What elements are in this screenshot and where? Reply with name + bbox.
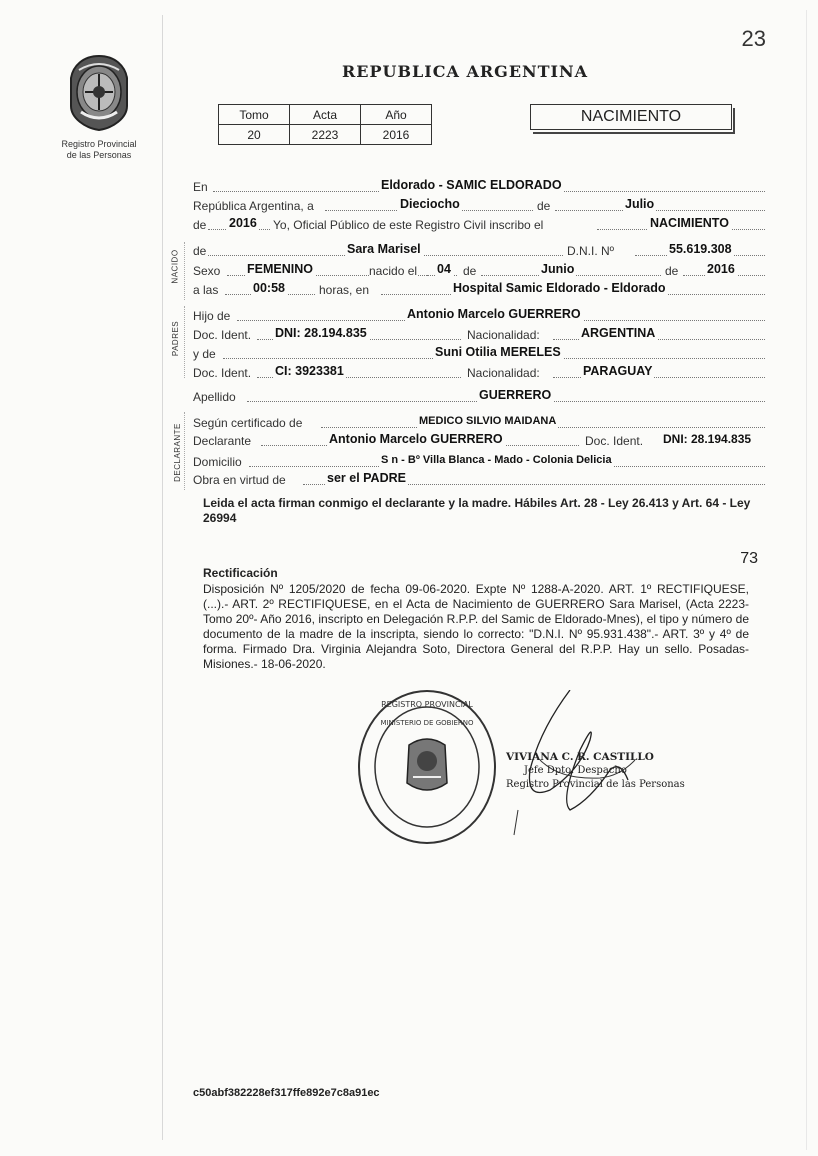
label-hijo-de: Hijo de <box>193 309 231 323</box>
value-certificado: MEDICO SILVIO MAIDANA <box>419 415 557 427</box>
value-declarante: Antonio Marcelo GUERRERO <box>329 432 503 446</box>
padres-section-rule <box>184 306 186 378</box>
label-domicilio: Domicilio <box>193 455 242 469</box>
provincial-emblem-icon <box>63 52 135 132</box>
logo-caption-line2: de las Personas <box>66 150 132 160</box>
row-hora-lugar <box>193 283 765 297</box>
value-nacido-anio: 2016 <box>707 262 735 276</box>
register-header-row <box>219 105 432 125</box>
document-title: REPUBLICA ARGENTINA <box>342 62 589 81</box>
signatory-role: Jefe Dpto. Despacho <box>524 765 627 776</box>
registry-logo <box>52 52 146 161</box>
label-de3: de <box>193 244 207 258</box>
label-doc-ident-1: Doc. Ident. <box>193 328 252 342</box>
value-doc-declarante: DNI: 28.194.835 <box>663 432 752 446</box>
value-madre: Suni Otilia MERELES <box>435 345 561 359</box>
row-fecha-inscripcion <box>193 199 765 213</box>
value-anio: 2016 <box>361 125 432 145</box>
edge-rule <box>806 10 807 1150</box>
row-obra <box>193 473 765 487</box>
svg-text:MINISTERIO DE GOBIERNO: MINISTERIO DE GOBIERNO <box>380 719 474 727</box>
row-declarante <box>193 434 765 448</box>
value-inscribo: NACIMIENTO <box>650 216 729 230</box>
label-horas-en: horas, en <box>319 283 370 297</box>
document-hash: c50abf382228ef317ffe892e7c8a91ec <box>193 1087 380 1099</box>
row-doc-madre <box>193 366 765 380</box>
value-dia: Dieciocho <box>400 197 460 211</box>
page-number-secondary: 73 <box>740 550 758 567</box>
rectificacion-body: Disposición Nº 1205/2020 de fecha 09-06-2020. Expte Nº 1288-A-2020. ART. 1º RECTIFIQUESE, (...).- ART. 2º RECTIFIQUESE, en el Acta de Nacimiento de GUERRERO Sara Marisel, (Acta 2223- Tomo 20º- Año 2016, inscripto en Delegación R.P.P. del Samic de Eldorado-Mnes), el tipo y número de documento de la madre de la inscripta, siendo lo correcto: "D.N.I. Nº 95.931.438".- ART. 3º y 4º de forma. Firmado Dra. Virginia Alejandra Soto, Directora General del R.P.P. Hay un sello. Posadas-Misiones.- 18-06-2020. <box>203 582 749 671</box>
header-tomo: Tomo <box>219 105 290 125</box>
signature-block <box>506 750 685 792</box>
side-label-declarante: DECLARANTE <box>172 423 182 482</box>
value-obra: ser el PADRE <box>327 471 406 485</box>
label-oficial: Yo, Oficial Público de este Registro Civil inscribo el <box>273 218 544 232</box>
header-anio: Año <box>361 105 432 125</box>
side-label-padres: PADRES <box>171 320 181 357</box>
row-doc-padre <box>193 328 765 342</box>
row-padre <box>193 309 765 323</box>
value-sexo: FEMENINO <box>247 262 313 276</box>
label-nacionalidad-2: Nacionalidad: <box>467 366 540 380</box>
label-declarante: Declarante <box>193 434 252 448</box>
register-table <box>218 104 432 145</box>
label-doc-ident-3: Doc. Ident. <box>585 434 644 448</box>
value-nacido-dia: 04 <box>437 262 451 276</box>
label-a-las: a las <box>193 283 219 297</box>
official-seal <box>355 685 505 855</box>
value-apellido: GUERRERO <box>479 388 552 402</box>
logo-caption-line1: Registro Provincial <box>61 139 137 149</box>
label-doc-ident-2: Doc. Ident. <box>193 366 252 380</box>
label-de: de <box>537 199 551 213</box>
signatory-name: VIVIANA C. R. CASTILLO <box>506 751 654 763</box>
value-lugar-inscripcion: Eldorado - SAMIC ELDORADO <box>381 178 562 192</box>
value-doc-madre: CI: 3923381 <box>275 364 344 378</box>
value-acta: 2223 <box>290 125 361 145</box>
declarante-section-rule <box>184 412 186 490</box>
row-madre <box>193 347 765 361</box>
register-value-row <box>219 125 432 145</box>
row-en <box>193 180 765 194</box>
page-number: 23 <box>741 26 766 51</box>
ministry-seal-icon <box>355 685 505 850</box>
label-en: En <box>193 180 208 194</box>
row-domicilio <box>193 455 765 469</box>
row-apellido <box>193 390 765 404</box>
label-dni: D.N.I. Nº <box>567 244 615 258</box>
value-nacido-mes: Junio <box>541 262 575 276</box>
label-sexo: Sexo <box>193 264 221 278</box>
label-obra: Obra en virtud de <box>193 473 286 487</box>
nacido-section-rule <box>184 242 186 300</box>
row-nombre-dni <box>193 244 765 258</box>
svg-text:REGISTRO PROVINCIAL: REGISTRO PROVINCIAL <box>381 700 473 709</box>
label-nacido: nacido el <box>369 264 418 278</box>
value-doc-padre: DNI: 28.194.835 <box>275 326 367 340</box>
margin-rule <box>162 15 163 1140</box>
value-padre: Antonio Marcelo GUERRERO <box>407 307 581 321</box>
value-mes: Julio <box>625 197 655 211</box>
rectificacion-title: Rectificación <box>203 566 278 580</box>
act-type-box: NACIMIENTO <box>530 104 732 130</box>
value-tomo: 20 <box>219 125 290 145</box>
value-dni: 55.619.308 <box>669 242 732 256</box>
value-hora: 00:58 <box>253 281 285 295</box>
value-domicilio: S n - Bº Villa Blanca - Mado - Colonia Delicia <box>381 454 612 466</box>
value-nacionalidad-madre: PARAGUAY <box>583 364 653 378</box>
label-de2: de <box>193 218 207 232</box>
label-y-de: y de <box>193 347 216 361</box>
row-certificado <box>193 416 765 430</box>
label-de5: de <box>665 264 679 278</box>
row-sexo-nacimiento <box>193 264 765 278</box>
label-apellido: Apellido <box>193 390 236 404</box>
value-anio: 2016 <box>229 216 257 230</box>
row-anio-oficial <box>193 218 765 232</box>
value-nombre: Sara Marisel <box>347 242 421 256</box>
header-acta: Acta <box>290 105 361 125</box>
signatory-office: Registro Provincial de las Personas <box>506 779 685 790</box>
value-lugar-nacimiento: Hospital Samic Eldorado - Eldorado <box>453 281 666 295</box>
label-segun-certificado: Según certificado de <box>193 416 303 430</box>
side-label-nacido: NACIDO <box>170 249 180 284</box>
closing-statement: Leida el acta firman conmigo el declarante y la madre. Hábiles Art. 28 - Ley 26.413 y Art. 64 - Ley 26994 <box>203 496 751 525</box>
value-nacionalidad-padre: ARGENTINA <box>581 326 656 340</box>
label-republica: República Argentina, a <box>193 199 314 213</box>
label-nacionalidad-1: Nacionalidad: <box>467 328 540 342</box>
label-de4: de <box>463 264 477 278</box>
